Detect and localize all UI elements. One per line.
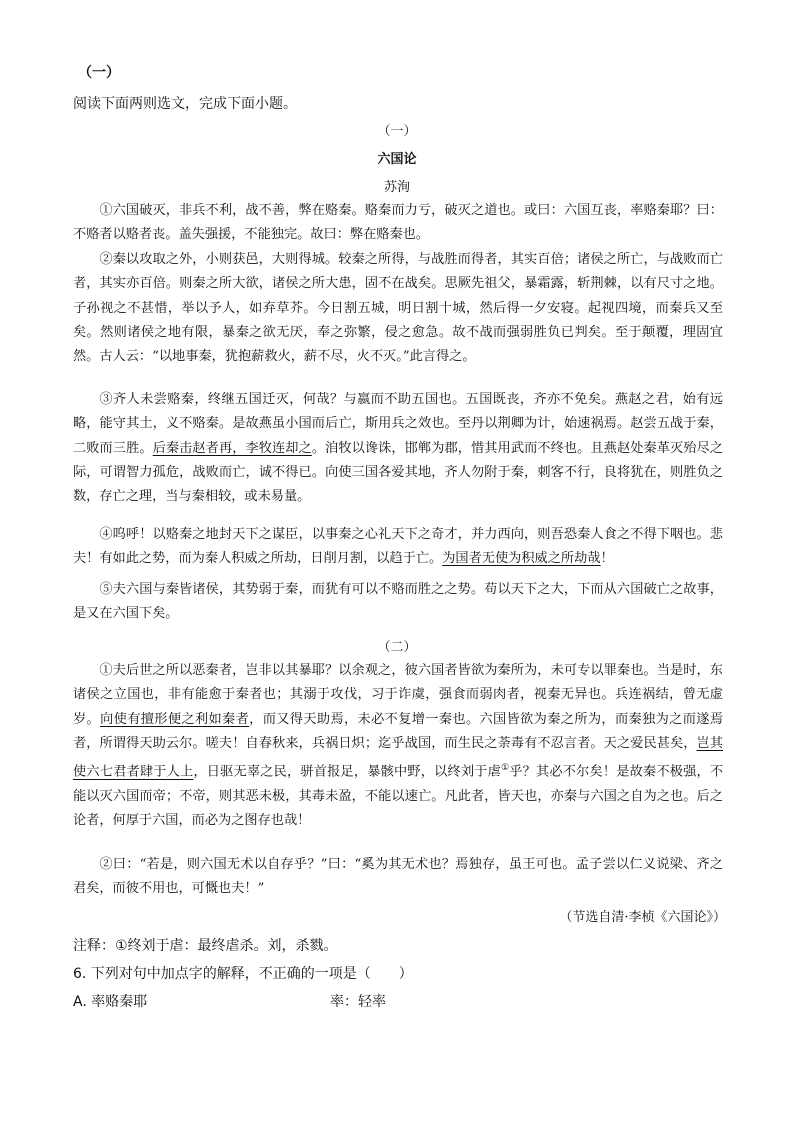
- text2-paragraph-1: [73, 659, 723, 833]
- option-a-gloss: 率：轻率: [330, 994, 386, 1010]
- text1-paragraph-3: [73, 388, 723, 509]
- t2p1-underlined-sentence-2: 岂其使六七君者肆于人上: [73, 735, 724, 780]
- t2p1-text-b: ，而又得天助焉，未必不复增一秦也。六国皆欲为秦之所为，而秦独为之而遂焉者，所谓得天助云尔。嗟夫！自春秋来，兵祸日炽；迄乎战国，而生民之荼毒有不忍言者。天之爱民甚矣，: [73, 711, 724, 751]
- section-label: （一）: [78, 65, 120, 81]
- t2p1-text-d: 乎？其必不尔矣！是故秦不极强，不能以灭六国而帝；不帝，则其恶未极，其毒未盈，不能以速亡。凡此者，皆天也，亦秦与六国之自为之也。后之论者，何厚于六国，而必为之图存也哉！: [73, 764, 724, 829]
- p4-text-b: ！: [600, 551, 614, 567]
- text2-heading: （二）: [377, 640, 417, 655]
- p4-text-a: ④呜呼！以赂秦之地封天下之谋臣，以事秦之心礼天下之奇才，并力西向，则吾恐秦人食之不得下咽也。悲夫！有如此之势，而为秦人积威之所劫，日削月割，以趋于亡。: [73, 527, 723, 567]
- text1-paragraph-1: ①六国破灭，非兵不利，战不善，弊在赂秦。赂秦而力亏，破灭之道也。或曰：六国互丧，率赂秦耶？曰：不赂者以赂者丧。盖失强援，不能独完。故曰：弊在赂秦也。: [73, 203, 723, 243]
- p4-underlined-sentence: 为国者无使为积威之所劫哉: [442, 551, 601, 567]
- text1-paragraph-2: ②秦以攻取之外，小则获邑，大则得城。较秦之所得，与战胜而得者，其实百倍；诸侯之所亡，与战败而亡者，其实亦百倍。则秦之所大欲，诸侯之所大患，固不在战矣。思厥先祖父，暴霜露，斩荆棘，以有尺寸之地。子孙视之不甚惜，举以予人，如弃草芥。今日割五城，明日割十城，然后得一夕安寝。起视四境，而秦兵又至矣。然则诸侯之地有限，暴秦之欲无厌，奉之弥繁，侵之愈急。故不战而强弱胜负已判矣。至于颠覆，理固宜然。古人云：“以地事秦，犹抱薪救火，薪不尽，火不灭。”此言得之。: [73, 252, 723, 365]
- p3-text-a: ③齐人未尝赂秦，终继五国迁灭，何哉？与嬴而不助五国也。五国既丧，齐亦不免矣。燕赵之君，始有远略，能守其土，义不赂秦。是故燕虽小国而后亡，斯用兵之效也。至丹以荆卿为计，始速祸焉。赵尝五战于秦，二败而三胜。: [73, 392, 723, 456]
- text1-paragraph-5: ⑤夫六国与秦皆诸侯，其势弱于秦，而犹有可以不赂而胜之之势。苟以天下之大，下而从六国破亡之故事，是又在六国下矣。: [73, 582, 723, 622]
- text1-title: 六国论: [377, 152, 417, 167]
- text2-paragraph-2: ②曰：“若是，则六国无术以自存乎？”曰：“奚为其无术也？焉独存，虽王可也。孟子尝以仁义说梁、齐之君矣，而彼不用也，可慨也夫！”: [73, 857, 723, 897]
- text1-author: 苏洵: [383, 180, 410, 195]
- instruction-text: 阅读下面两则选文，完成下面小题。: [73, 96, 297, 112]
- t2p1-underlined-sentence-1: 向使有擅形便之利如秦者: [100, 711, 250, 727]
- p3-underlined-sentence: 后秦击赵者再，李牧连却之: [152, 440, 312, 456]
- option-a: A. 率赂秦耶: [73, 994, 148, 1010]
- question-6: 6. 下列对句中加点字的解释，不正确的一项是（ ）: [73, 966, 413, 982]
- t2p1-text-c: ，日驱无辜之民，骈首报足，暴骸中野，以终刘于虐: [193, 764, 501, 780]
- t2p1-text-a: ①夫后世之所以恶秦者，岂非以其暴耶？以余观之，彼六国者皆欲为秦所为，未可专以罪秦也。当是时，东诸侯之立国也，非有能愈于秦者也；其溺于攻伐，习于诈虞，强食而弱肉者，视秦无异也。兵连祸结，曾无虚岁。: [73, 663, 723, 727]
- footnote: 注释：①终刘于虐：最终虐杀。刘，杀戮。: [73, 938, 338, 954]
- source-citation: （节选自清·李桢《六国论》）: [559, 910, 726, 925]
- text1-paragraph-4: [73, 523, 723, 572]
- footnote-marker: ①: [500, 763, 510, 774]
- text1-heading: （一）: [377, 124, 417, 139]
- p3-text-b: 。洎牧以谗诛，邯郸为郡，惜其用武而不终也。且燕赵处秦革灭殆尽之际，可谓智力孤危，战败而亡，诚不得已。向使三国各爱其地，齐人勿附于秦，刺客不行，良将犹在，则胜负之数，存亡之理，当与秦相较，或未易量。: [73, 440, 724, 505]
